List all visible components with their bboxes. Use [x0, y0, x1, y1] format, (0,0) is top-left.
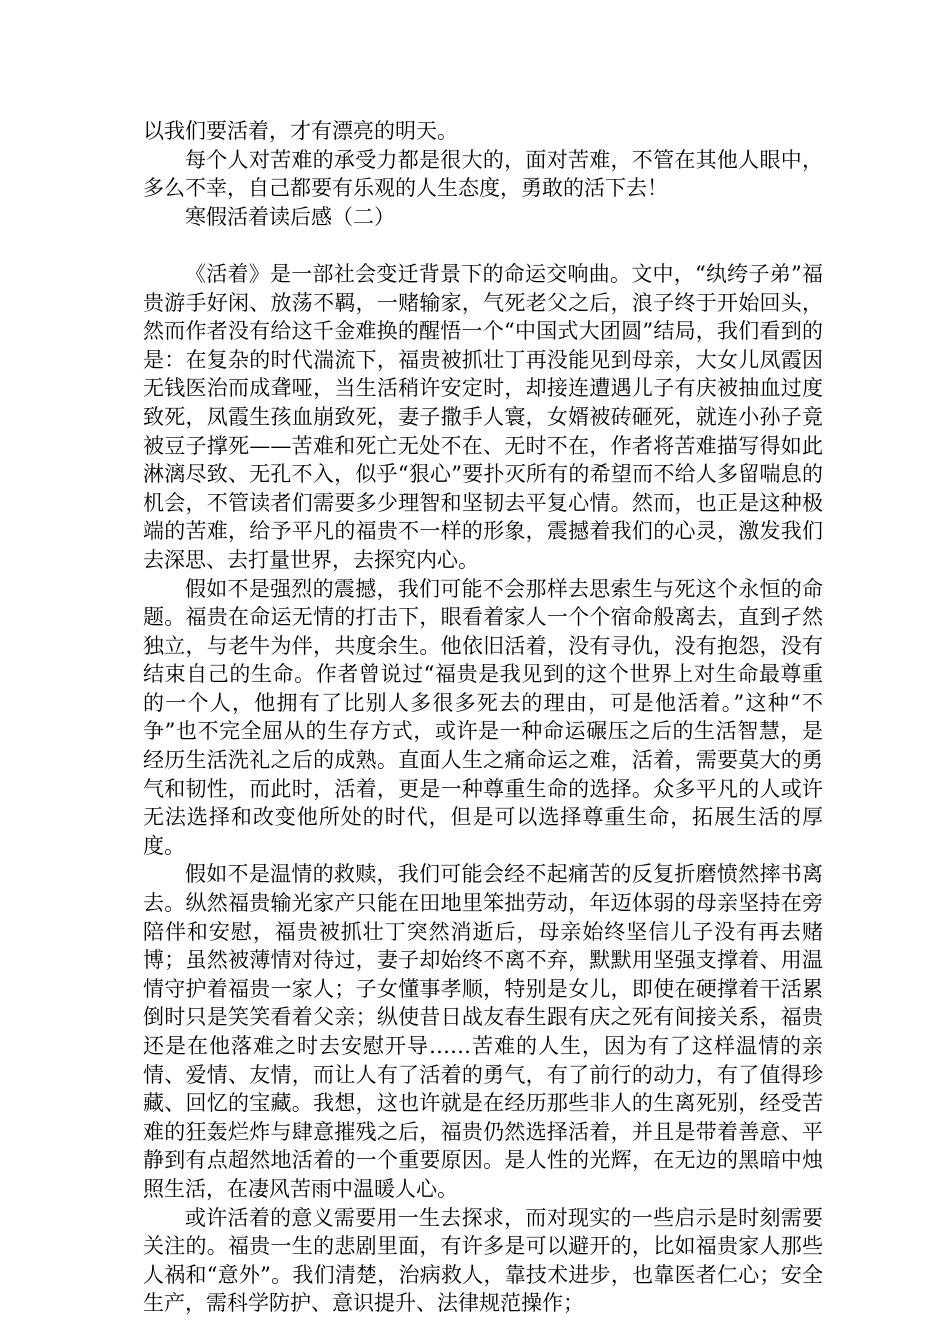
paragraph: 每个人对苦难的承受力都是很大的，面对苦难，不管在其他人眼中，多么不幸，自己都要有乐观的人生态度，勇敢的活下去！ [143, 147, 823, 201]
paragraph: 《活着》是一部社会变迁背景下的命运交响曲。文中，“纨绔子弟”福贵游手好闲、放荡不羁，一赌输家，气死老父之后，浪子终于开始回头，然而作者没有给这千金难换的醒悟一个“中国式大团圆”结局，我们看到的是：在复杂的时代湍流下，福贵被抓壮丁再没能见到母亲，大女儿凤霞因无钱医治而成聋哑，当生活稍许安定时，却接连遭遇儿子有庆被抽血过度致死，凤霞生孩血崩致死，妻子撒手人寰，女婿被砖砸死，就连小孙子竟被豆子撑死——苦难和死亡无处不在、无时不在，作者将苦难描写得如此淋漓尽致、无孔不入，似乎“狠心”要扑灭所有的希望而不给人多留喘息的机会，不管读者们需要多少理智和坚韧去平复心情。然而，也正是这种极端的苦难，给予平凡的福贵不一样的形象，震撼着我们的心灵，激发我们去深思、去打量世界，去探究内心。 [143, 261, 823, 572]
paragraph-continuation: 以我们要活着，才有漂亮的明天。 [143, 119, 458, 143]
paragraph: 或许活着的意义需要用一生去探求，而对现实的一些启示是时刻需要关注的。福贵一生的悲剧里面，有许多是可以避开的，比如福贵家人那些人祸和“意外”。我们清楚，治病救人，靠技术进步，也靠医者仁心；安全生产，需科学防护、意识提升、法律规范操作； [143, 1205, 823, 1316]
paragraph: 假如不是温情的救赎，我们可能会经不起痛苦的反复折磨愤然摔书离去。纵然福贵输光家产只能在田地里笨拙劳动，年迈体弱的母亲坚持在旁陪伴和安慰，福贵被抓壮丁突然消逝后，母亲始终坚信儿子没有再去赌博；虽然被薄情对待过，妻子却始终不离不弃，默默用坚强支撑着、用温情守护着福贵一家人；子女懂事孝顺，特别是女儿，即使在硬撑着干活累倒时只是笑笑看着父亲；纵使昔日战友春生跟有庆之死有间接关系，福贵还是在他落难之时去安慰开导……苦难的人生，因为有了这样温情的亲情、爱情、友情，而让人有了活着的勇气，有了前行的动力，有了值得珍藏、回忆的宝藏。我想，这也许就是在经历那些非人的生离死别，经受苦难的狂轰烂炸与肆意摧残之后，福贵仍然选择活着，并且是带着善意、平静到有点超然地活着的一个重要原因。是人性的光辉，在无边的黑暗中烛照生活，在凄风苦雨中温暖人心。 [143, 862, 823, 1201]
section-title: 寒假活着读后感（二） [185, 204, 395, 229]
paragraph: 假如不是强烈的震撼，我们可能不会那样去思索生与死这个永恒的命题。福贵在命运无情的打击下，眼看着家人一个个宿命般离去，直到孑然独立，与老牛为伴，共度余生。他依旧活着，没有寻仇，没有抱怨，没有结束自己的生命。作者曾说过“福贵是我见到的这个世界上对生命最尊重的一个人，他拥有了比别人多很多死去的理由，可是他活着。”这种“不争”也不完全屈从的生存方式，或许是一种命运碾压之后的生活智慧，是经历生活洗礼之后的成熟。直面人生之痛命运之难，活着，需要莫大的勇气和韧性，而此时，活着，更是一种尊重生命的选择。众多平凡的人或许无法选择和改变他所处的时代，但是可以选择尊重生命，拓展生活的厚度。 [143, 576, 823, 858]
document-page [143, 117, 823, 1318]
blank-line [143, 231, 823, 260]
